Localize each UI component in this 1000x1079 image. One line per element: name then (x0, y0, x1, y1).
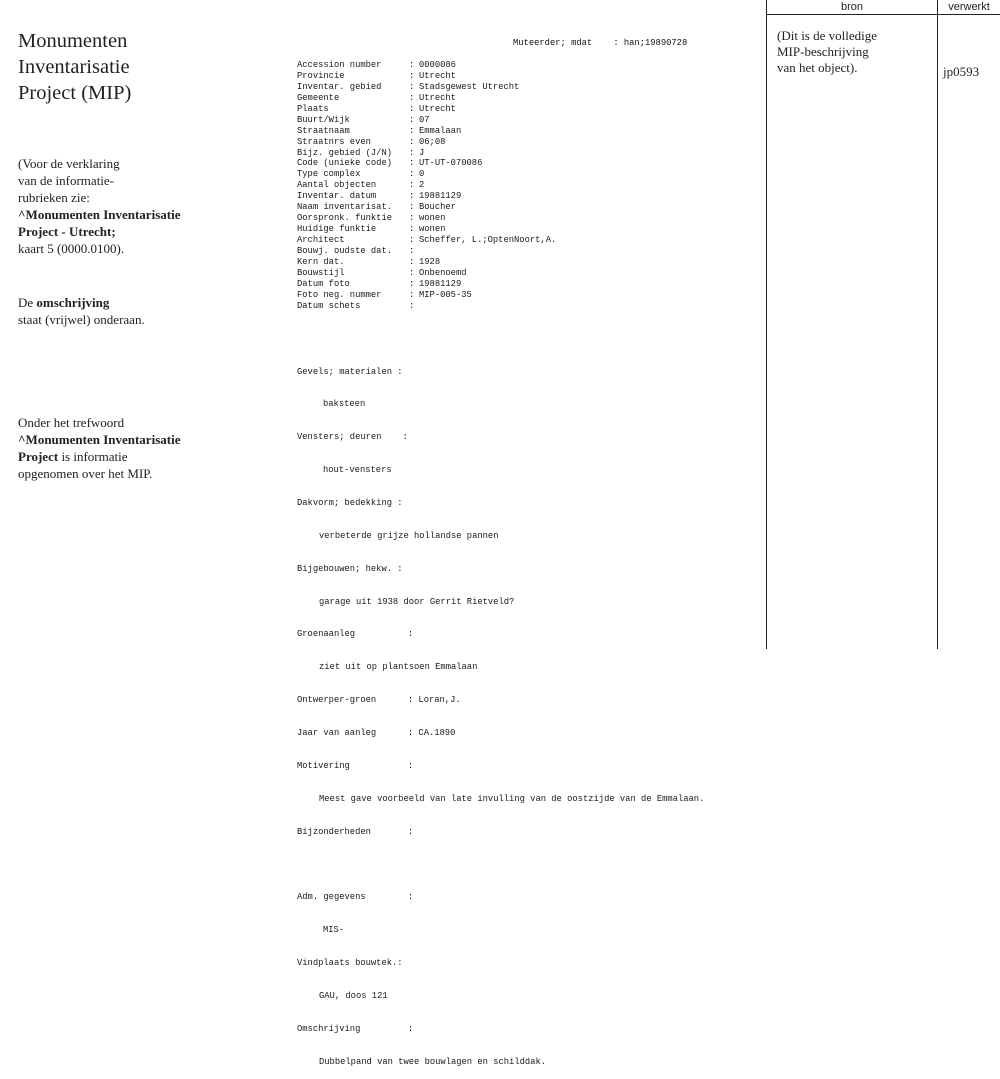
record-field-key: Bouwstijl (297, 268, 345, 279)
omschrijving-value: Dubbelpand van twee bouwlagen en schilddak. (319, 1056, 546, 1067)
record-field-colon: : (409, 235, 415, 246)
record-field-key: Naam inventarisat. (297, 202, 393, 213)
note3-line-3 (18, 448, 248, 465)
record-field-key: Type complex (297, 169, 361, 180)
record-field-value: 0 (419, 169, 425, 180)
record-field-colon: : (409, 278, 415, 289)
record-field-row (297, 93, 767, 104)
record-field-value: wonen (419, 213, 446, 224)
record-field-key: Aantal objecten (297, 180, 377, 191)
record-field-value: Utrecht (419, 92, 456, 103)
bron-cell (777, 28, 932, 76)
record-field-colon: : (409, 224, 415, 235)
record-field-key: Gemeente (297, 92, 340, 103)
note1-line-1: (Voor de verklaring (18, 156, 120, 171)
record-field-value: 19881129 (419, 191, 462, 202)
title-line-2: Inventarisatie (18, 56, 130, 78)
record-field-row (297, 246, 767, 257)
note-trefwoord (18, 414, 248, 482)
record-field-key: Datum foto (297, 278, 350, 289)
bron-line-1: (Dit is de volledige (777, 28, 878, 43)
record-field-row (297, 213, 767, 224)
note1-line-2: van de informatie- (18, 173, 115, 188)
record-field-value: Utrecht (419, 103, 456, 114)
record-field-row (297, 268, 767, 279)
ontwerper-line: Ontwerper-groen : Loran,J. (297, 695, 461, 706)
record-field-value: 07 (419, 114, 430, 125)
bron-line-2: MIP-beschrijving (777, 44, 869, 59)
note2-prefix: De (18, 295, 37, 310)
groenaanleg-label: Groenaanleg : (297, 629, 414, 640)
record-field-value: 2 (419, 180, 425, 191)
record-field-row (297, 71, 767, 82)
note2-bold: omschrijving (36, 295, 110, 310)
note2-line-2: staat (vrijwel) onderaan. (18, 312, 145, 327)
record-field-row (297, 180, 767, 191)
vensters-value: hout-vensters (323, 465, 392, 476)
gevels-label: Gevels; materialen : (297, 366, 403, 377)
record-field-row (297, 82, 767, 93)
record-field-colon: : (409, 257, 415, 268)
record-field-row (297, 148, 767, 159)
bijzonderheden-label: Bijzonderheden : (297, 826, 414, 837)
record-fields (297, 60, 767, 312)
record-field-row (297, 235, 767, 246)
record-field-value: MIP-005-35 (419, 289, 472, 300)
motivering-label: Motivering : (297, 760, 414, 771)
record-field-colon: : (409, 213, 415, 224)
record-field-value: Scheffer, L.;OptenNoort,A. (419, 235, 557, 246)
motivering-value: Meest gave voorbeeld van late invulling van de oostzijde van de Emmalaan. (319, 793, 705, 804)
note2-line-1 (18, 294, 248, 311)
record-field-value: Boucher (419, 202, 456, 213)
record-field-row (297, 257, 767, 268)
record-field-colon: : (409, 103, 415, 114)
record-field-colon: : (409, 300, 415, 311)
note-omschrijving (18, 294, 248, 328)
bijgebouwen-label: Bijgebouwen; hekw. : (297, 563, 403, 574)
table-header-rule (766, 14, 1000, 15)
note1-line-3: rubrieken zie: (18, 190, 90, 205)
record-field-key: Code (unieke code) (297, 158, 393, 169)
record-field-value: 1928 (419, 257, 441, 268)
groenaanleg-value: ziet uit op plantsoen Emmalaan (319, 662, 478, 673)
record-field-row (297, 224, 767, 235)
gevels-value: baksteen (323, 399, 366, 410)
bijgebouwen-value: garage uit 1938 door Gerrit Rietveld? (319, 596, 515, 607)
record-field-row (297, 290, 767, 301)
record-field-key: Buurt/Wijk (297, 114, 350, 125)
title-line-3: Project (MIP) (18, 82, 132, 104)
mutator-label: Muteerder; mdat (513, 38, 593, 48)
omschrijving-label: Omschrijving : (297, 1023, 414, 1034)
vensters-label: Vensters; deuren : (297, 432, 408, 443)
record-field-colon: : (409, 70, 415, 81)
record-field-value: Utrecht (419, 70, 456, 81)
record-field-colon: : (409, 169, 415, 180)
title-line-1: Monumenten (18, 30, 128, 52)
note3-link-2[interactable]: Project (18, 449, 59, 464)
note1-tail: kaart 5 (0000.0100). (18, 241, 125, 256)
vindplaats-value: GAU, doos 121 (319, 990, 388, 1001)
record-field-row (297, 126, 767, 137)
record-field-value: 19881129 (419, 278, 462, 289)
record-field-row (297, 169, 767, 180)
note-explanation (18, 155, 248, 257)
record-field-colon: : (409, 114, 415, 125)
record-field-value: wonen (419, 224, 446, 235)
record-field-key: Inventar. gebied (297, 81, 382, 92)
record-field-row (297, 158, 767, 169)
mutator-value: : han;19890728 (613, 38, 688, 48)
record-field-row (297, 115, 767, 126)
dakvorm-label: Dakvorm; bedekking : (297, 498, 403, 509)
record-field-row (297, 60, 767, 71)
record-field-colon: : (409, 289, 415, 300)
record-field-value: UT-UT-070086 (419, 158, 483, 169)
note1-link-1[interactable]: ^Monumenten Inventarisatie (18, 207, 181, 222)
record-field-key: Bijz. gebied (J/N) (297, 147, 393, 158)
note3-link-1[interactable]: ^Monumenten Inventarisatie (18, 432, 181, 447)
record-field-row (297, 301, 767, 312)
record-field-colon: : (409, 180, 415, 191)
record-field-row (297, 279, 767, 290)
record-field-colon: : (409, 136, 415, 147)
record-field-key: Architect (297, 235, 345, 246)
table-left-border (766, 0, 767, 649)
record-field-colon: : (409, 59, 415, 70)
record-field-colon: : (409, 191, 415, 202)
note3-line-1: Onder het trefwoord (18, 415, 125, 430)
record-field-colon: : (409, 246, 415, 257)
record-field-value: Onbenoemd (419, 268, 467, 279)
record-field-value: J (419, 147, 425, 158)
record-field-colon: : (409, 147, 415, 158)
verwerkt-cell: jp0593 (943, 64, 980, 79)
record-field-colon: : (409, 81, 415, 92)
record-field-key: Oorspronk. funktie (297, 213, 393, 224)
record-field-row (297, 202, 767, 213)
record-field-key: Inventar. datum (297, 191, 377, 202)
record-field-key: Provincie (297, 70, 345, 81)
record-field-key: Huidige funktie (297, 224, 377, 235)
record-field-key: Datum schets (297, 300, 361, 311)
record-field-row (297, 137, 767, 148)
jaar-line: Jaar van aanleg : CA.1890 (297, 728, 456, 739)
record-field-key: Bouwj. oudste dat. (297, 246, 393, 257)
bron-line-3: van het object). (777, 60, 858, 75)
record-field-colon: : (409, 158, 415, 169)
record-field-key: Plaats (297, 103, 329, 114)
record-field-key: Straatnaam (297, 125, 350, 136)
note3-rest: is informatie (58, 449, 128, 464)
record-field-row (297, 191, 767, 202)
record-field-row (297, 104, 767, 115)
column-header-bron: bron (840, 1, 864, 13)
record-field-colon: : (409, 202, 415, 213)
adm-label: Adm. gegevens : (297, 892, 414, 903)
record-field-key: Foto neg. nummer (297, 289, 382, 300)
record-field-key: Straatnrs even (297, 136, 371, 147)
record-field-key: Kern dat. (297, 257, 345, 268)
dakvorm-value: verbeterde grijze hollandse pannen (319, 530, 499, 541)
record-field-colon: : (409, 125, 415, 136)
record-field-value: 0000086 (419, 59, 456, 70)
record-field-key: Accession number (297, 59, 382, 70)
table-column-divider (937, 0, 938, 649)
column-header-verwerkt: verwerkt (948, 1, 990, 13)
adm-value: MIS- (323, 925, 345, 936)
record-field-value: Emmalaan (419, 125, 462, 136)
note1-link-2[interactable]: Project - Utrecht; (18, 224, 116, 239)
record-block (297, 38, 767, 1079)
record-field-value: Stadsgewest Utrecht (419, 81, 520, 92)
record-field-value: 06;08 (419, 136, 446, 147)
note3-line-4: opgenomen over het MIP. (18, 466, 153, 481)
left-column (18, 28, 248, 106)
vindplaats-label: Vindplaats bouwtek.: (297, 958, 403, 969)
record-field-colon: : (409, 268, 415, 279)
page-title (18, 28, 248, 106)
record-field-colon: : (409, 92, 415, 103)
